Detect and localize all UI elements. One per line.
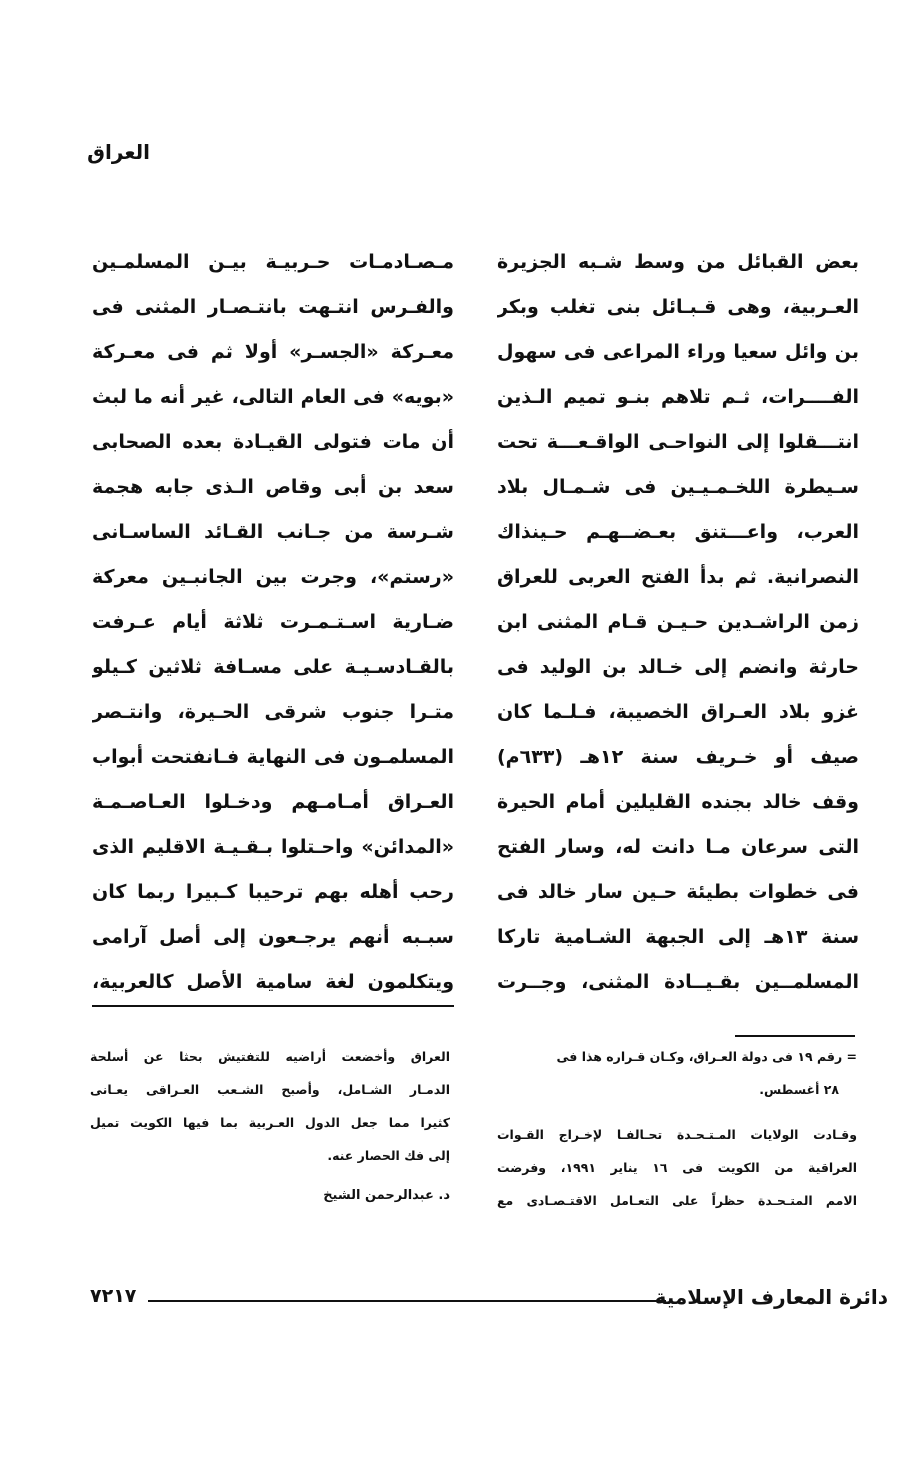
text-line: ويتكلمون لغة سامية الأصل كالعربية، — [92, 960, 454, 1007]
footnote-line: وقـادت الولايات المـتـحـدة تحـالفـا لإخـراج القـوات — [497, 1127, 857, 1142]
footnote-line: العراقية من الكويت فى ١٦ يناير ١٩٩١، وفرضت — [497, 1160, 857, 1175]
text-line: سبـبه أنهم يرجـعون إلى أصل آرامى — [92, 926, 454, 948]
text-line: غزو بلاد العـراق الخصيبة، فـلـما كان — [497, 701, 859, 723]
text-line: سنة ١٣هـ إلى الجبهة الشـامية تاركا — [497, 926, 859, 948]
footnote-line: إلى فك الحصار عنه. — [327, 1148, 450, 1163]
footnote-line: = رقم ١٩ فى دولة العـراق، وكـان قـراره هذا فى — [556, 1049, 857, 1064]
text-line: التى سرعان مـا دانت له، وسار الفتح — [497, 836, 859, 858]
text-line: بن وائل سعيا وراء المراعى فى سهول — [497, 341, 859, 363]
footnote-author: د. عبدالرحمن الشيخ — [323, 1188, 450, 1203]
text-line: مـصـادمـات حـربيـة بيـن المسلمـين — [92, 251, 454, 273]
text-line: «المدائن» واحـتلوا بـقـيـة الاقليم الذى — [92, 836, 454, 858]
text-line: صيف أو خـريف سنة ١٢هـ (٦٣٣م) — [497, 746, 859, 768]
footnote-line: كثيرا مما جعل الدول العـربية بما فيها الكويت تميل — [90, 1115, 450, 1130]
body-column-left — [92, 240, 454, 1007]
footnote-separator — [735, 1035, 855, 1037]
footnote-column-left — [90, 1040, 450, 1206]
footnote-column-right — [497, 1040, 857, 1217]
footnote-line: العراق وأخضعت أراضيه للتفتيش بحثا عن أسلحة — [90, 1049, 450, 1064]
text-line: متـرا جنوب شرقى الحـيرة، وانتـصر — [92, 701, 454, 723]
text-line: ضـارية اسـتـمـرت ثلاثة أيام عـرفت — [92, 611, 454, 633]
text-line: وقف خالد بجنده القليلين أمام الحيرة — [497, 791, 859, 813]
text-line: رحب أهله بهم ترحيبا كـبيرا ربما كان — [92, 881, 454, 903]
page-number: ٧٢١٧ — [90, 1285, 137, 1307]
footnote-line: الدمـار الشـامل، وأصبح الشـعب العـراقى يعـانى — [90, 1082, 450, 1097]
text-line: زمن الراشـدين حـيـن قـام المثنى ابن — [497, 611, 859, 633]
text-line: أن مات فتولى القيـادة بعده الصحابى — [92, 431, 454, 453]
footer-rule — [148, 1300, 666, 1302]
text-line: العرب، واعـــتنق بعـضــهـم حـينذاك — [497, 521, 859, 543]
text-line: بعض القبائل من وسط شـبه الجزيرة — [497, 251, 859, 273]
text-line: فى خطوات بطيئة حـين سار خالد فى — [497, 881, 859, 903]
text-line: معـركة «الجسـر» أولا ثم فى معـركة — [92, 341, 454, 363]
text-line: شـرسة من جـانب القـائد الساسـانى — [92, 521, 454, 543]
text-line: حارثة وانضم إلى خـالد بن الوليد فى — [497, 656, 859, 678]
text-line: «بويه» فى العام التالى، غير أنه ما لبث — [92, 386, 454, 408]
text-line: بالقـادسـيـة على مسـافة ثلاثين كـيلو — [92, 656, 454, 678]
text-line: المسلمــين بقـيــادة المثنى، وجــرت — [497, 971, 859, 993]
footnote-line: ٢٨ أغسطس. — [759, 1082, 839, 1097]
footnote-line: الامم المتـحـدة حظراً على التعـامل الاقتـصـادى مع — [497, 1193, 857, 1208]
text-line: النصرانية. ثم بدأ الفتح العربى للعراق — [497, 566, 859, 588]
footer-title: دائرة المعارف الإسلامية — [654, 1285, 888, 1309]
text-line: العـراق أمـامـهم ودخـلوا العـاصـمـة — [92, 791, 454, 813]
text-line: سعد بن أبى وقاص الـذى جابه هجمة — [92, 476, 454, 498]
text-line: «رستم»، وجرت بين الجانبـين معركة — [92, 566, 454, 588]
body-column-right — [497, 240, 859, 1005]
text-line: والفـرس انتـهت بانتـصـار المثنى فى — [92, 296, 454, 318]
footnote-gap — [497, 1106, 857, 1118]
text-line: الفــــرات، ثـم تلاهم بنـو تميم الـذين — [497, 386, 859, 408]
text-line: انتـــقلوا إلى النواحـى الواقـعـــة تحت — [497, 431, 859, 453]
page-footer — [90, 1285, 888, 1315]
running-head: العراق — [87, 140, 150, 164]
text-line: العـربية، وهى قـبـائل بنى تغلب وبكر — [497, 296, 859, 318]
text-line: المسلمـون فى النهاية فـانفتحت أبواب — [92, 746, 454, 768]
text-line: سـيطرة اللخـمـيـين فى شـمـال بلاد — [497, 476, 859, 498]
